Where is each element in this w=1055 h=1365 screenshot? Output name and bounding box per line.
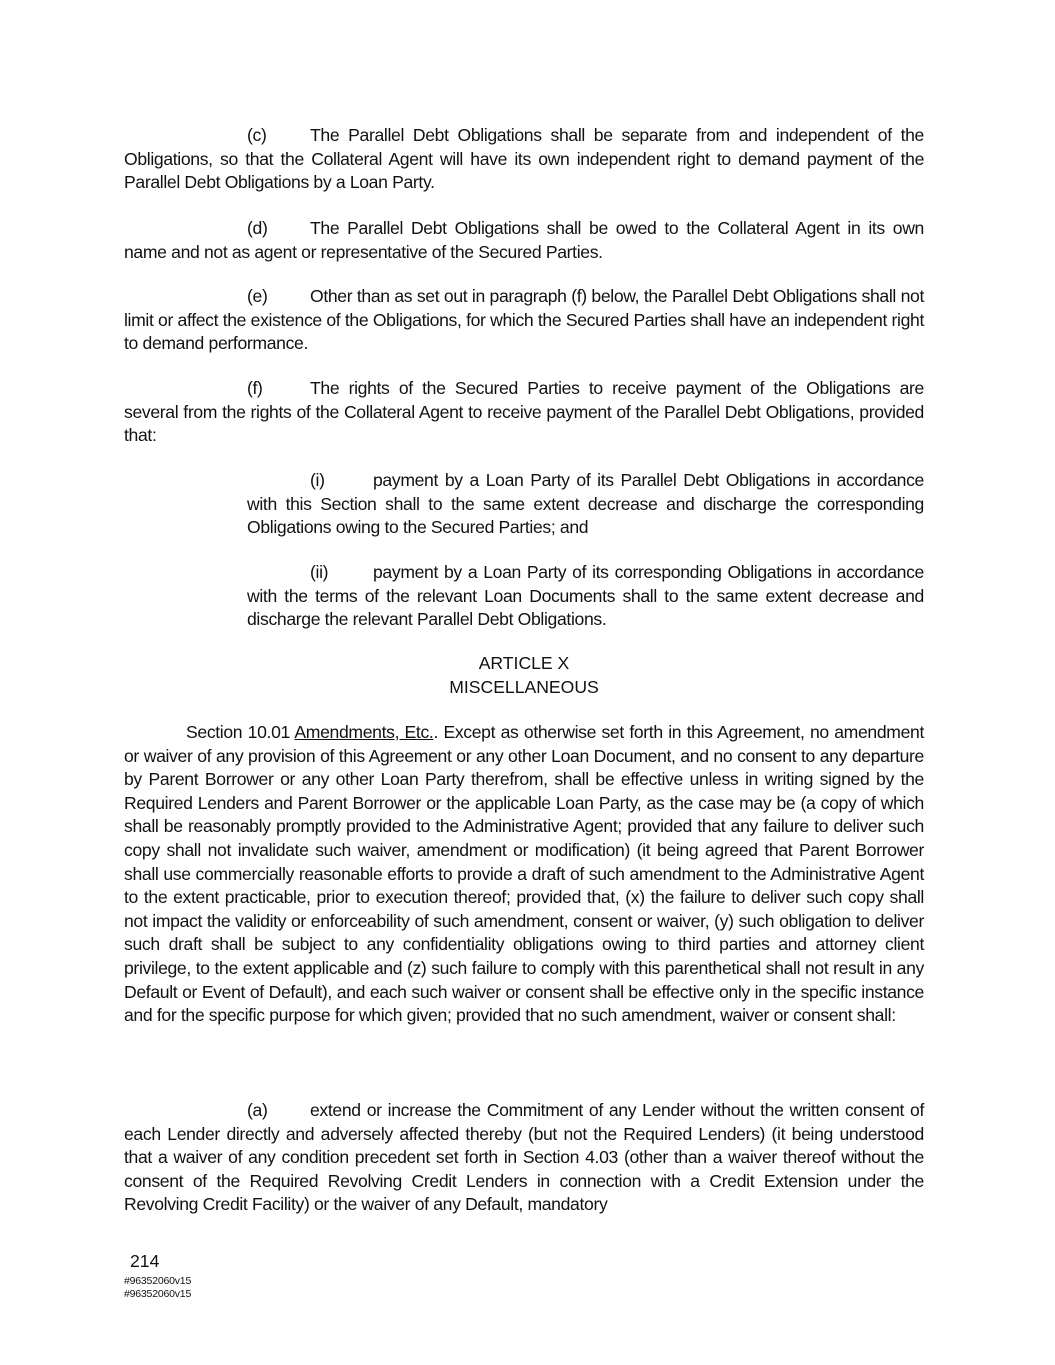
paragraph-e-text: Other than as set out in paragraph (f) below, the Parallel Debt Obligations shall not limit or affect the existence of the Obligations, for which the Secured Parties shall have an independent right to demand performance. — [124, 286, 924, 354]
paragraph-f-i-label: (i) — [310, 470, 325, 490]
clause-a-label: (a) — [247, 1100, 268, 1120]
paragraph-f-ii-label: (ii) — [310, 562, 329, 582]
paragraph-d-text: The Parallel Debt Obligations shall be owed to the Collateral Agent in its own name and not as agent or representative of the Secured Parties. — [124, 218, 924, 262]
paragraph-f-i-text: payment by a Loan Party of its Parallel Debt Obligations in accordance with this Section shall to the same extent decrease and discharge the corresponding Obligations owing to the Secured Parties; and — [247, 470, 924, 538]
doc-id-2: #96352060v15 — [124, 1288, 192, 1300]
paragraph-f-label: (f) — [247, 378, 263, 398]
paragraph-d — [124, 217, 924, 264]
doc-id-1: #96352060v15 — [124, 1275, 192, 1287]
clause-a — [124, 1099, 924, 1217]
paragraph-d-label: (d) — [247, 218, 268, 238]
paragraph-e-label: (e) — [247, 286, 268, 306]
section-10-01 — [124, 721, 924, 1028]
paragraph-f-ii-text: payment by a Loan Party of its corresponding Obligations in accordance with the terms of the relevant Loan Documents shall to the same extent decrease and discharge the relevant Parallel Debt Obligations. — [247, 562, 924, 630]
paragraph-f-i — [247, 469, 924, 540]
paragraph-e — [124, 285, 924, 356]
article-number: ARTICLE X — [478, 653, 570, 673]
paragraph-f-text: The rights of the Secured Parties to receive payment of the Obligations are several from the rights of the Collateral Agent to receive payment of the Parallel Debt Obligations, provided that: — [124, 378, 924, 446]
article-title: MISCELLANEOUS — [449, 677, 599, 697]
paragraph-f — [124, 377, 924, 448]
section-heading: Amendments, Etc. — [294, 722, 434, 742]
section-heading-punct: . — [433, 722, 439, 742]
section-number: Section 10.01 — [186, 722, 290, 742]
clause-a-text: extend or increase the Commitment of any Lender without the written consent of each Lender directly and adversely affected thereby (but not the Required Lenders) (it being understood that a waiver of any condition precedent set forth in Section 4.03 (other than a waiver thereof without the consent of the Required Revolving Credit Lenders in connection with a Credit Extension under the Revolving Credit Facility) or the waiver of any Default, mandatory — [124, 1100, 924, 1215]
paragraph-f-ii — [247, 561, 924, 632]
paragraph-c-label: (c) — [247, 125, 267, 145]
page-number: 214 — [130, 1251, 160, 1271]
paragraph-c — [124, 124, 924, 195]
paragraph-c-text: The Parallel Debt Obligations shall be separate from and independent of the Obligations, so that the Collateral Agent will have its own independent right to demand payment of the Parallel Debt Obligations by a Loan Party. — [124, 125, 924, 193]
section-text: Except as otherwise set forth in this Agreement, no amendment or waiver of any provision of this Agreement or any other Loan Document, and no consent to any departure by Parent Borrower or any other Loan Party therefrom, shall be effective unless in writing signed by the Required Lenders and Parent Borrower or the applicable Loan Party, as the case may be (a copy of which shall be reasonably promptly provided to the Administrative Agent; provided that any failure to deliver such copy shall not invalidate such waiver, amendment or modification) (it being agreed that Parent Borrower shall use commercially reasonable efforts to provide a draft of such amendment to the Administrative Agent to the extent practicable, prior to execution thereof; provided that, (x) the failure to deliver such copy shall not impact the validity or enforceability of such amendment, consent or waiver, (y) such obligation to deliver such draft shall be subject to any confidentiality obligations owing to third parties and attorney client privilege, to the extent applicable and (z) such failure to comply with this parenthetical shall not result in any Default or Event of Default), and each such waiver or consent shall be effective only in the specific instance and for the specific purpose for which given; provided that no such amendment, waiver or consent shall: — [124, 722, 925, 1026]
